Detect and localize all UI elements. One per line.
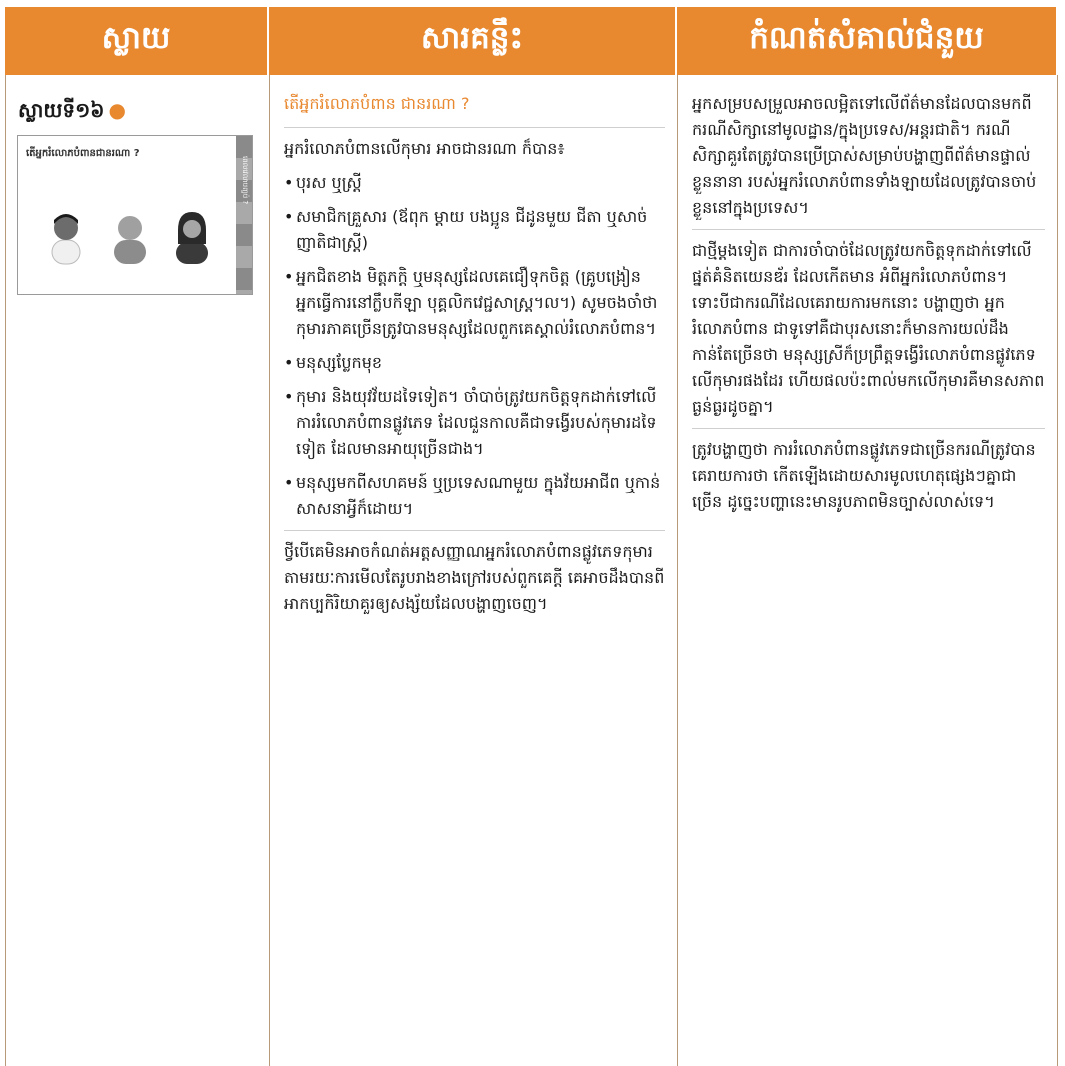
- header-slide: ស្លាយ: [5, 7, 269, 75]
- note-paragraph-3: ត្រូវបង្ហាញថា ការរំលោភបំពានផ្លូវភេទជាច្រើនករណីត្រូវបានគេរាយការថា កើតឡើងដោយសារមូលហេតុផ្សេងៗគ្នាជាច្រើន ដូច្នេះបញ្ហានេះមានរូបភាពមិនច្បាស់លាស់ទេ។: [692, 440, 1036, 511]
- slide-thumbnail: [17, 135, 253, 295]
- person-icon: [106, 208, 154, 268]
- divider: [692, 428, 1045, 429]
- thumbnail-side-text: ពេលវេលាបញ្ចប់ ?: [241, 156, 249, 205]
- list-item: • មនុស្សប្លែកមុខ: [284, 350, 665, 376]
- key-message-content: [284, 91, 665, 625]
- list-item: • សមាជិកគ្រួសារ (ឪពុក ម្តាយ បងប្អូន ជីដូនមួយ ជីតា ឬសាច់ញាតិជាស្ត្រី): [284, 204, 665, 256]
- slide-number: [18, 97, 126, 127]
- divider: [692, 229, 1045, 230]
- list-item: • បុរស ឬស្ត្រី: [284, 170, 665, 196]
- key-closing: ថ្វីបើគេមិនអាចកំណត់អត្តសញ្ញាណអ្នករំលោភបំពានផ្លូវភេទកុមារ តាមរយៈការមើលតែរូបរាងខាងក្រៅរបស់ពួកគេក្តី គេអាចដឹងបានពីអាកប្បកិរិយាគួរឲ្យសង្ស័យដែលបង្ហាញចេញ។: [284, 542, 665, 613]
- notes-table: [5, 7, 1058, 1066]
- divider: [284, 530, 665, 531]
- slide-cell: [5, 75, 269, 1066]
- slide-label: ស្លាយទី១៦: [18, 98, 105, 122]
- woman-icon: [168, 208, 216, 268]
- orange-dot-icon: ●: [108, 98, 126, 122]
- divider: [284, 127, 665, 128]
- key-message-cell: [269, 75, 677, 1066]
- key-question: តើអ្នករំលោភបំពាន ជានរណា ?: [284, 94, 470, 113]
- notes-content: [692, 91, 1045, 523]
- man-icon: [42, 208, 90, 268]
- list-item: • អ្នកជិតខាង មិត្តភក្តិ ឬមនុស្សដែលគេជឿទុកចិត្ត (គ្រូបង្រៀន អ្នកធ្វើការនៅក្លឹបកីឡា បុគ្គលិកវេជ្ជសាស្ត្រ។ល។) សូមចងចាំថា កុមារភាគច្រើនត្រូវបានមនុស្សដែលពួកគេស្គាល់រំលោភបំពាន។: [284, 264, 665, 342]
- note-paragraph-1: អ្នកសម្របសម្រួលអាចលម្អិតទៅលើព័ត៌មានដែលបានមកពីករណីសិក្សានៅមូលដ្ឋាន/ក្នុងប្រទេស/អន្តរជាតិ។ ករណីសិក្សាគួរតែត្រូវបានប្រើប្រាស់សម្រាប់បង្ហាញពីព័ត៌មានផ្ទាល់ខ្លួននានា របស់អ្នករំលោភបំពានទាំងឡាយដែលត្រូវបានចាប់ខ្លួននៅក្នុងប្រទេស។: [692, 94, 1037, 217]
- list-item: • កុមារ និងយុវវ័យដទៃទៀត។ ចាំបាច់ត្រូវយកចិត្តទុកដាក់ទៅលើការរំលោភបំពានផ្លូវភេទ ដែលជួនកាលគឺជាទង្វើរបស់កុមារដទៃទៀត ដែលមានអាយុច្រើនជាង។: [284, 384, 665, 462]
- list-item: • មនុស្សមកពីសហគមន៍ ឬប្រទេសណាមួយ ក្នុងវ័យអាជីព ឬកាន់សាសនាអ្វីក៏ដោយ។: [284, 470, 665, 522]
- header-key-message: សារគន្លឹះ: [269, 7, 677, 75]
- page: [5, 7, 1058, 1066]
- key-intro: អ្នករំលោភបំពានលើកុមារ អាចជានរណា ក៏បាន៖: [284, 139, 565, 158]
- thumbnail-title: តើអ្នករំលោភបំពានជានរណា ?: [26, 148, 140, 159]
- abuser-list: [284, 170, 665, 522]
- notes-cell: [677, 75, 1058, 1066]
- header-notes: កំណត់សំគាល់ជំនួយ: [677, 7, 1058, 75]
- note-paragraph-2: ជាថ្មីម្តងទៀត ជាការចាំបាច់ដែលត្រូវយកចិត្តទុកដាក់ទៅលើផ្នត់គំនិតយេនឌ័រ ដែលកើតមាន អំពីអ្នករំលោភបំពាន។ ទោះបីជាករណីដែលគេរាយការមកនោះ បង្ហាញថា អ្នករំលោភបំពាន ជាទូទៅគឺជាបុរសនោះក៏មានការយល់ដឹងកាន់តែច្រើនថា មនុស្សស្រីក៏ប្រព្រឹត្តទង្វើរំលោភបំពានផ្លូវភេទលើកុមារផងដែរ ហើយផលប៉ះពាល់មកលើកុមារគឺមានសភាពធ្ងន់ធ្ងរដូចគ្នា។: [692, 241, 1045, 416]
